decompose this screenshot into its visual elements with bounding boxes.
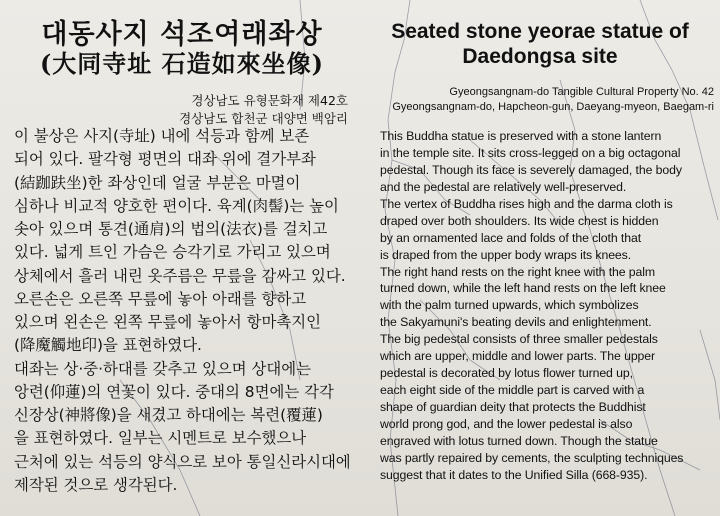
korean-line: 상체에서 흘러 내린 옷주름은 무릎을 감싸고 있다. (14, 266, 346, 285)
english-line: world prong god, and the lower pedestal is also (380, 416, 633, 431)
korean-line: 솟아 있으며 통견(通肩)의 법의(法衣)를 걸치고 (14, 220, 328, 238)
english-line: shape of guardian deity that protects the Buddhist (380, 400, 646, 414)
english-line: in the temple site. It sits cross-legged on a big octagonal (380, 145, 681, 160)
korean-designation: 경상남도 유형문화재 제42호 (191, 93, 348, 108)
korean-line: 앙련(仰蓮)의 연꽃이 있다. 중대의 8면에는 각각 (14, 382, 334, 401)
english-title-line1: Seated stone yeorae statue of (391, 20, 689, 43)
korean-line: 신장상(神將像)을 새겼고 하대에는 복련(覆蓮) (14, 406, 323, 424)
english-line: was partly repaired by cements, the sculpting techniques (380, 450, 684, 465)
korean-title: 대동사지 석조여래좌상 (41, 19, 323, 50)
english-title-line2: Daedongsa site (462, 45, 618, 68)
korean-line: 근처에 있는 석등의 양식으로 보아 통일신라시대에 (14, 452, 351, 471)
english-line: by an ornamented lace and folds of the cloth that (380, 230, 642, 245)
english-line: This Buddha statue is preserved with a stone lantern (380, 129, 662, 143)
english-line: is draped from the upper body wraps its knees. (380, 247, 632, 262)
english-line: which are upper, middle and lower parts. The upper (380, 349, 656, 364)
english-line: The big pedestal consists of three smaller pedestals (380, 332, 658, 347)
korean-line: (降魔觸地印)을 표현하였다. (14, 336, 202, 355)
english-line: and the pedestal are relatively well-preserved. (380, 179, 627, 194)
english-line: the Sakyamuni's beating devils and enlightenment. (380, 315, 652, 330)
korean-line: 되어 있다. 팔각형 평면의 대좌 위에 결가부좌 (14, 150, 316, 169)
korean-line: 을 표현하였다. 일부는 시멘트로 보수했으나 (14, 429, 307, 448)
english-line: draped over both shoulders. Its wide chest is hidden (380, 213, 659, 228)
korean-description (14, 125, 359, 497)
english-line: pedestal. Though its face is severely damaged, the body (380, 162, 682, 177)
english-line: with the palm turned upwards, which symbolizes (380, 298, 639, 313)
korean-line: 있다. 넓게 트인 가슴은 승각기로 가리고 있으며 (14, 243, 331, 262)
korean-line: 제작된 것으로 생각된다. (14, 475, 178, 494)
korean-line: 대좌는 상·중·하대를 갖추고 있으며 상대에는 (14, 359, 311, 378)
korean-line: 오른손은 오른쪽 무릎에 놓아 아래를 향하고 (14, 289, 307, 308)
english-line: pedestal is decorated by lotus flower turned up, (380, 366, 633, 381)
korean-line: (結跏趺坐)한 좌상인데 얼굴 부분은 마멸이 (14, 173, 301, 192)
english-designation: Gyeongsangnam-do Tangible Cultural Property No. 42 (449, 86, 714, 98)
english-description (380, 128, 720, 484)
english-line: The vertex of Buddha rises high and the darma cloth is (380, 196, 673, 211)
korean-title-hanja: (大同寺址 石造如來坐像) (39, 49, 325, 78)
english-line: engraved with lotus turned down. Though the statue (380, 433, 658, 448)
english-panel (360, 0, 720, 516)
english-line: The right hand rests on the right knee with the palm (380, 264, 656, 279)
english-line: turned down, while the left hand rests on the left knee (380, 281, 666, 296)
korean-line: 이 불상은 사지(寺址) 내에 석등과 함께 보존 (14, 127, 310, 145)
korean-line: 있으며 왼손은 왼쪽 무릎에 놓아서 항마촉지인 (14, 313, 321, 331)
korean-line: 심하나 비교적 양호한 편이다. 육계(肉髻)는 높이 (14, 196, 339, 215)
english-line: suggest that it dates to the Unified Silla (668-935). (380, 467, 648, 482)
korean-location: 경상남도 합천군 대양면 백암리 (179, 111, 348, 126)
english-line: each eight side of the middle part is carved with a (380, 383, 645, 398)
english-location: Gyeongsangnam-do, Hapcheon-gun, Daeyang-myeon, Baegam-ri (392, 101, 714, 113)
